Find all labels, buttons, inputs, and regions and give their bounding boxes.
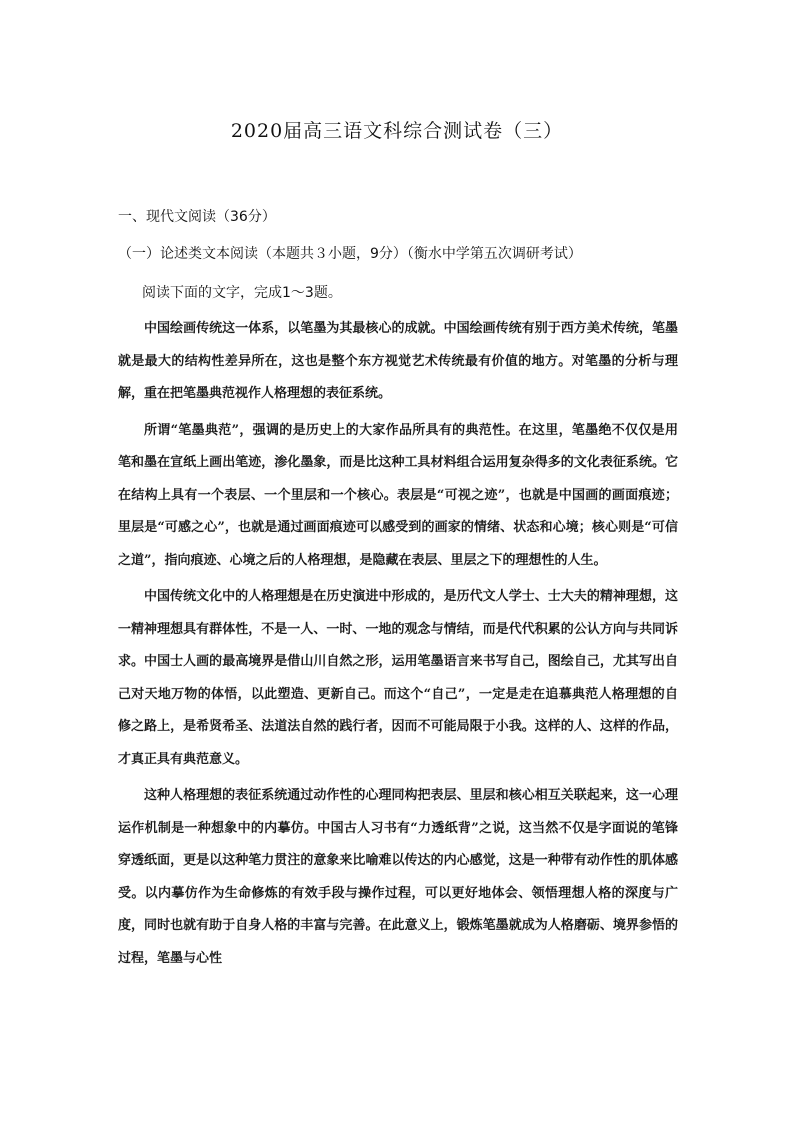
document-title: 2020届高三语文科综合测试卷（三） <box>230 120 564 142</box>
passage-paragraph-3: 中国传统文化中的人格理想是在历史演进中形成的，是历代文人学士、士大夫的精神理想，这一精神理想具有群体性，不是一人、一时、一地的观念与情结，而是代代积累的公认方向与共同诉求。中国士人画的最高境界是借山川自然之形，运用笔墨语言来书写自己，图绘自己，尤其写出自己对天地万物的体悟，以此塑造、更新自己。而这个“自己”，一定是走在追慕典范人格理想的自修之路上，是希贤希圣、法道法自然的践行者，因而不可能局限于小我。这样的人、这样的作品，才真正具有典范意义。 <box>118 589 678 767</box>
passage-paragraph-4: 这种人格理想的表征系统通过动作性的心理同构把表层、里层和核心相互关联起来，这一心理运作机制是一种想象中的内摹仿。中国古人习书有“力透纸背”之说，这当然不仅是字面说的笔锋穿透纸面，更是以这种笔力贯注的意象来比喻难以传达的内心感觉，这是一种带有动作性的肌体感受。以内摹仿作为生命修炼的有效手段与操作过程，可以更好地体会、领悟理想人格的深度与广度，同时也就有助于自身人格的丰富与完善。在此意义上，锻炼笔墨就成为人格磨砺、境界参悟的过程，笔墨与心性 <box>118 788 678 966</box>
section-heading: 一、现代文阅读（36分） <box>118 209 276 225</box>
passage-paragraph-2: 所谓“笔墨典范”，强调的是历史上的大家作品所具有的典范性。在这里，笔墨绝不仅仅是用笔和墨在宣纸上画出笔迹，渗化墨象，而是比这种工具材料组合运用复杂得多的文化表征系统。它在结构上具有一个表层、一个里层和一个核心。表层是“可视之迹”，也就是中国画的画面痕迹；里层是“可感之心”，也就是通过画面痕迹可以感受到的画家的情绪、状态和心境；核心则是“可信之道”，指向痕迹、心境之后的人格理想，是隐藏在表层、里层之下的理想性的人生。 <box>118 422 678 568</box>
reading-instruction: 阅读下面的文字，完成1～3题。 <box>142 285 342 301</box>
passage-paragraph-1: 中国绘画传统这一体系，以笔墨为其最核心的成就。中国绘画传统有别于西方美术传统，笔墨就是最大的结构性差异所在，这也是整个东方视觉艺术传统最有价值的地方。对笔墨的分析与理解，重在把笔墨典范视作人格理想的表征系统。 <box>118 321 678 401</box>
subsection-heading: （一）论述类文本阅读（本题共３小题，9分）（衡水中学第五次调研考试） <box>118 246 582 262</box>
reading-passage <box>118 313 678 975</box>
